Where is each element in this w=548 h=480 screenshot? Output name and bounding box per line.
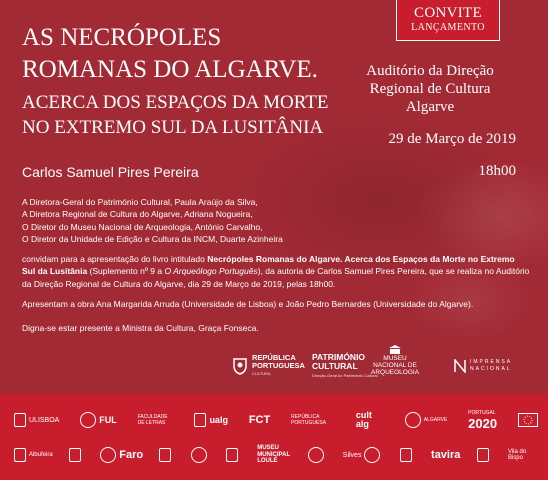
crest-icon	[477, 448, 489, 462]
albufeira-icon	[14, 448, 26, 462]
algarve-logo	[405, 412, 448, 428]
partner-label: FUL	[99, 415, 117, 425]
municipal-crest-logo	[226, 448, 241, 462]
title-line-1: AS NECRÓPOLES	[22, 24, 222, 51]
albufeira-logo	[14, 448, 53, 462]
presenters-paragraph: Apresentam a obra Ana Margarida Arruda (Universidade de Lisboa) e João Pedro Bernardes (Universidade do Algarve).	[22, 299, 474, 309]
subtitle-line-1: ACERCA DOS ESPAÇOS DA MORTE	[22, 92, 329, 113]
partner-label: Albufeira	[29, 451, 53, 458]
partner-logos-row-2	[14, 444, 538, 466]
author-name: Carlos Samuel Pires Pereira	[22, 164, 199, 180]
org-label: CULTURAL	[312, 360, 358, 371]
ulisboa-icon	[14, 413, 26, 427]
municipal-crest-logo	[191, 447, 210, 463]
partner-label: FACULDADE DE LETRAS	[137, 414, 168, 426]
algarve-icon	[405, 412, 421, 428]
venue-line-2: Regional de Cultura	[369, 81, 491, 97]
silves-icon	[364, 447, 380, 463]
host-line: A Diretora Regional de Cultura do Algarve, Adriana Nogueira,	[22, 209, 253, 220]
faro-logo	[100, 447, 143, 463]
ualg-icon	[194, 413, 206, 427]
partner-label: REPÚBLICA PORTUGUESA	[291, 414, 326, 426]
municipal-crest-logo	[400, 448, 415, 462]
org-label: NACIONAL	[470, 366, 512, 372]
invitation-text: ), da autoria de Carlos Samuel Pires Pereira, que se realiza no Auditório da Direção Regional de Cultura do Algarve, dia 29 de Março de 2019, pelas 18h00.	[22, 266, 530, 289]
faculdade-letras-logo	[138, 414, 174, 426]
host-line: A Diretora-Geral do Património Cultural, Paula Araújo da Silva,	[22, 197, 258, 207]
silves-logo	[343, 447, 384, 463]
partner-label: ULISBOA	[29, 416, 60, 424]
hosts-paragraph	[22, 196, 530, 246]
republica-portuguesa-logo	[232, 345, 305, 387]
host-line: O Diretor do Museu Nacional de Arqueologia, António Carvalho,	[22, 221, 263, 232]
invitation-badge	[396, 0, 500, 41]
badge-subtitle: LANÇAMENTO	[411, 22, 485, 33]
org-sub-label: Direção-Geral do Património Cultural	[312, 372, 378, 378]
series-title: O Arqueólogo Português	[164, 266, 258, 277]
tavira-logo	[431, 449, 460, 461]
closing-paragraph: Digna-se estar presente a Ministra da Cultura, Graça Fonseca.	[22, 323, 259, 333]
venue-line-1: Auditório da Direção	[366, 63, 494, 79]
museum-icon	[388, 345, 402, 355]
imprensa-nacional-logo	[454, 345, 512, 387]
event-date: 29 de Março de 2019	[388, 131, 516, 147]
museu-nacional-arqueologia-logo	[371, 345, 419, 387]
partner-label: tavira	[431, 449, 461, 461]
crest-icon	[400, 448, 412, 462]
crest-icon	[226, 448, 238, 462]
org-label: NACIONAL DE	[373, 362, 417, 369]
partner-label: ualg	[209, 415, 228, 425]
crest-icon	[191, 447, 207, 463]
fct-logo	[249, 414, 270, 426]
portugal-2020-logo	[468, 410, 497, 431]
vila-do-bispo-logo	[508, 449, 538, 462]
venue-line-3: Algarve	[405, 99, 455, 115]
museu-loule-logo	[257, 445, 291, 465]
ful-logo	[80, 412, 117, 428]
venue	[345, 62, 515, 116]
host-line: O Diretor da Unidade de Edição e Cultura da INCM, Duarte Azinheira	[22, 234, 283, 245]
org-label: PORTUGUESA	[252, 361, 305, 370]
badge-title: CONVITE	[414, 5, 482, 21]
municipal-crest-logo	[159, 448, 174, 462]
book-title: Necrópoles Romanas do Algarve. Acerca dos Espaços da Morte no Extremo Sul da Lusitânia	[22, 254, 515, 277]
partner-label: PORTUGAL	[468, 409, 496, 416]
event-time: 18h00	[478, 163, 516, 179]
partner-label: Faro	[119, 449, 144, 461]
org-label: REPÚBLICA	[252, 353, 296, 362]
partner-label: Silves	[342, 451, 362, 459]
faro-icon	[100, 447, 116, 463]
partner-label: cult alg	[355, 410, 372, 429]
shield-icon	[232, 357, 248, 375]
ulisboa-logo	[14, 413, 59, 427]
invitation-text: (Suplemento nº 9 a	[87, 266, 165, 277]
municipal-crest-logo	[477, 448, 492, 462]
republica-portuguesa-small-logo	[291, 414, 335, 426]
ualg-logo	[194, 413, 228, 427]
partner-logos-bar	[0, 394, 548, 480]
n-mark-icon	[454, 359, 466, 373]
invitation-text: convidam para a apresentação do livro intitulado	[22, 254, 208, 264]
cultalg-logo	[356, 411, 384, 429]
partner-label: 2020	[468, 415, 498, 431]
invitation-paragraph	[22, 253, 530, 290]
eu-flag-logo	[518, 413, 538, 427]
crest-icon	[159, 448, 171, 462]
crest-icon	[69, 448, 81, 462]
org-sub-label: CULTURA	[252, 371, 271, 376]
partner-logos-row-1	[14, 410, 538, 430]
eu-flag-icon	[518, 413, 538, 427]
org-label: ARQUEOLOGIA	[371, 369, 420, 376]
partner-label: FCT	[248, 414, 271, 426]
municipal-crest-logo	[69, 448, 84, 462]
partner-label: ALGARVE	[423, 417, 448, 423]
partner-label: MUSEU MUNICIPAL LOULÉ	[257, 445, 290, 465]
ful-icon	[80, 412, 96, 428]
org-label: PATRIMÓNIO	[312, 351, 366, 362]
title-line-2: ROMANAS DO ALGARVE.	[22, 56, 318, 83]
patrimonio-cultural-logo	[312, 345, 378, 387]
crest-icon	[308, 447, 324, 463]
partner-label: Vila do Bispo	[507, 448, 527, 461]
municipal-crest-logo	[308, 447, 327, 463]
org-label: MUSEU	[383, 355, 407, 362]
org-label: IMPRENSA	[470, 359, 513, 365]
subtitle-line-2: NO EXTREMO SUL DA LUSITÂNIA	[22, 117, 324, 138]
